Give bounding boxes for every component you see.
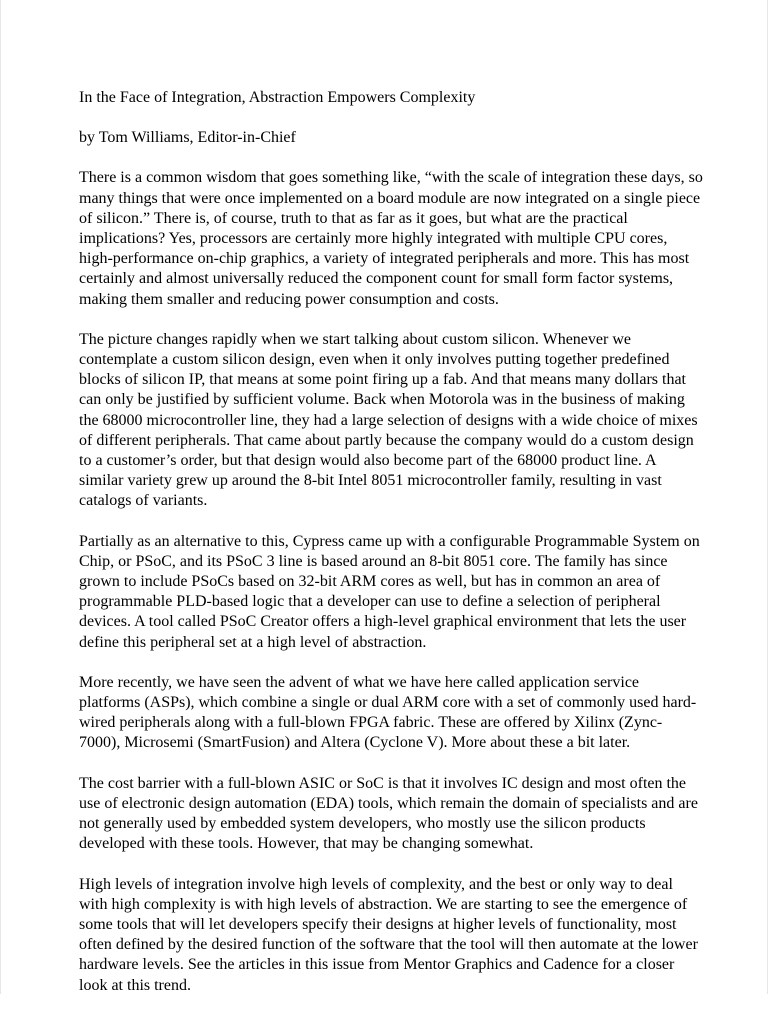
document-body: [79, 88, 703, 1016]
body-paragraph: High levels of integration involve high levels of complexity, and the best or only way to deal with high complexity is with high levels of abstraction. We are starting to see the emergence of some tools that will let developers specify their designs at higher levels of functionality, most often defined by the desired function of the software that the tool will then automate at the lower hardware levels. See the articles in this issue from Mentor Graphics and Cadence for a closer look at this trend.: [79, 875, 698, 994]
document-byline: by Tom Williams, Editor-in-Chief: [79, 129, 296, 147]
body-paragraph: The picture changes rapidly when we start talking about custom silicon. Whenever we contemplate a custom silicon design, even when it only involves putting together predefined blocks of silicon IP, that means at some point firing up a fab. And that means many dollars that can only be justified by sufficient volume. Back when Motorola was in the business of making the 68000 microcontroller line, they had a large selection of designs with a wide choice of mixes of different peripherals. That came about partly because the company would do a custom design to a customer’s order, but that design would also become part of the 68000 product line. A similar variety grew up around the 8-bit Intel 8051 microcontroller family, resulting in vast catalogs of variants.: [79, 330, 698, 510]
body-paragraph: More recently, we have seen the advent of what we have here called application service platforms (ASPs), which combine a single or dual ARM core with a set of commonly used hard-wired peripherals along with a full-blown FPGA fabric. These are offered by Xilinx (Zync-7000), Microsemi (SmartFusion) and Altera (Cyclone V). More about these a bit later.: [79, 673, 697, 752]
body-paragraph: The cost barrier with a full-blown ASIC or SoC is that it involves IC design and most often the use of electronic design automation (EDA) tools, which remain the domain of specialists and are not generally used by embedded system developers, who mostly use the silicon products developed with these tools. However, that may be changing somewhat.: [79, 774, 698, 853]
document-title: In the Face of Integration, Abstraction Empowers Complexity: [79, 89, 476, 106]
body-paragraph: Partially as an alternative to this, Cypress came up with a configurable Programmable System on Chip, or PSoC, and its PSoC 3 line is based around an 8-bit 8051 core. The family has since grown to include PSoCs based on 32-bit ARM cores as well, but has in common an area of programmable PLD-based logic that a developer can use to define a selection of peripheral devices. A tool called PSoC Creator offers a high-level graphical environment that lets the user define this peripheral set at a high level of abstraction.: [79, 532, 700, 651]
body-paragraph: There is a common wisdom that goes something like, “with the scale of integration these days, so many things that were once implemented on a board module are now integrated on a single piece of silicon.” There is, of course, truth to that as far as it goes, but what are the practical implications? Yes, processors are certainly more highly integrated with multiple CPU cores, high-performance on-chip graphics, a variety of integrated peripherals and more. This has most certainly and almost universally reduced the component count for small form factor systems, making them smaller and reducing power consumption and costs.: [79, 169, 703, 308]
